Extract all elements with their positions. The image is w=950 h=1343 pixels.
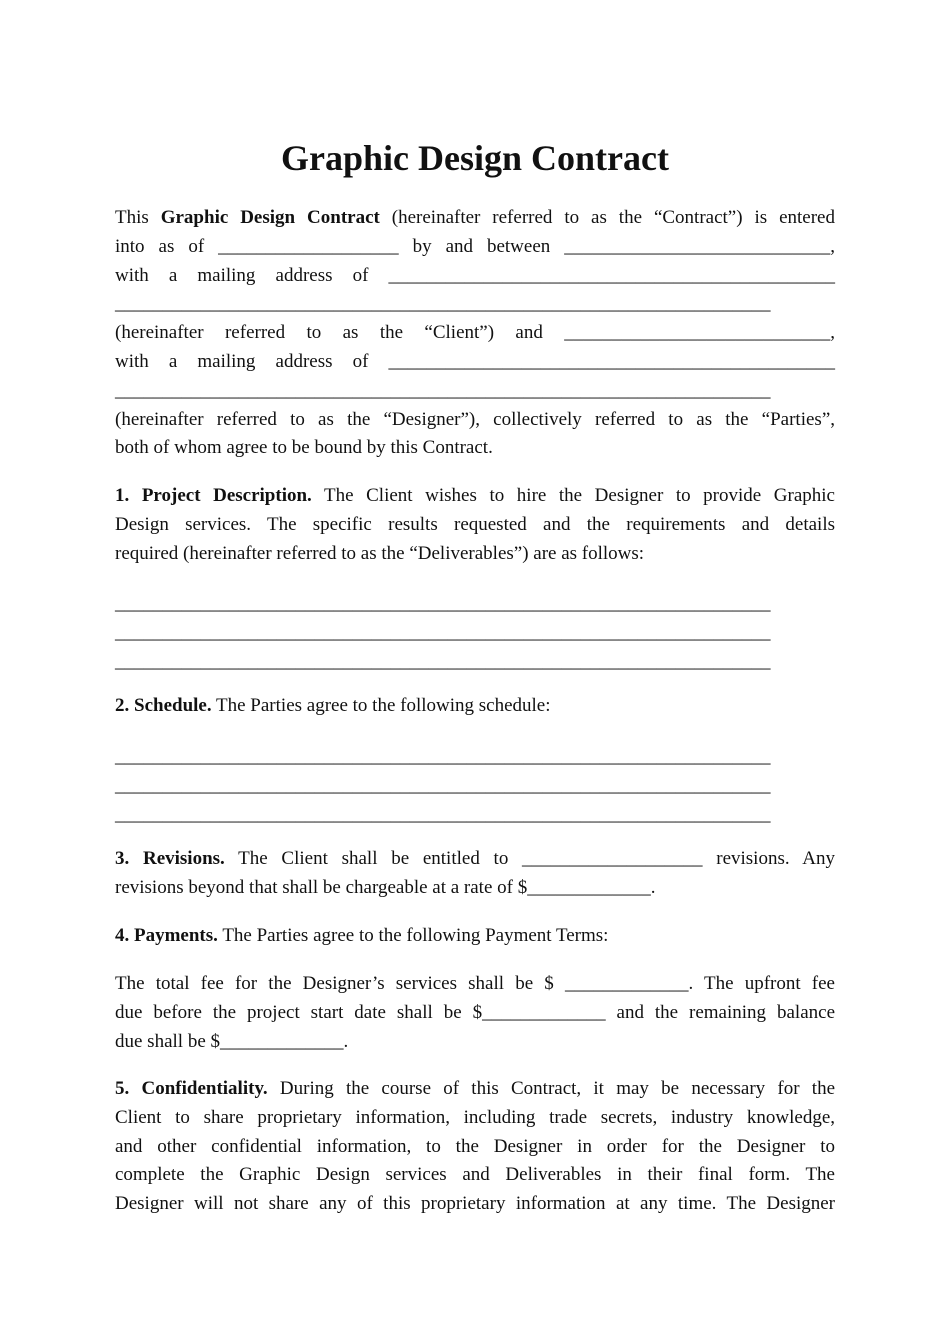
s4-payment-line-2: due before the project start date shall be $_____________ and the remaining balance [115, 1001, 835, 1023]
s1-heading: 1. Project Description. [115, 485, 312, 506]
s5-line-1: 5. Confidentiality. During the course of this Contract, it may be necessary for the [115, 1078, 836, 1099]
s5-line-3: and other confidential information, to the Designer in order for the Designer to [115, 1135, 835, 1157]
s4-payment-line-3: due shall be $_____________. [115, 1030, 349, 1052]
s5-line-2: Client to share proprietary information, including trade secrets, industry knowledge, [115, 1106, 835, 1128]
s2-blank-line-1: _____________________________________________________________________ [115, 746, 771, 767]
s1-line-2: Design services. The specific results requested and the requirements and details [115, 513, 835, 535]
s3-line-1: 3. Revisions. The Client shall be entitled to ___________________ revisions. Any [115, 848, 835, 869]
section-schedule [115, 692, 835, 721]
intro-line-7: _____________________________________________________________________ [115, 379, 771, 401]
s1-line-1: 1. Project Description. The Client wishes to hire the Designer to provide Graphic [115, 485, 835, 506]
s5-heading: 5. Confidentiality. [115, 1078, 268, 1099]
s4-payment-terms [115, 970, 835, 1056]
s2-blank-line-3: _____________________________________________________________________ [115, 803, 771, 825]
s1-blank-line-2: _____________________________________________________________________ [115, 621, 771, 643]
s1-blank-line-3: _____________________________________________________________________ [115, 650, 771, 672]
section-revisions [115, 845, 835, 903]
s1-blank-line-1: _____________________________________________________________________ [115, 593, 771, 614]
section-project-description [115, 482, 835, 568]
s1-deliverables-blanks [115, 590, 835, 676]
s2-schedule-blanks [115, 743, 835, 829]
s5-line-4: complete the Graphic Design services and Deliverables in their final form. The [115, 1164, 835, 1186]
intro-line-4: _____________________________________________________________________ [115, 293, 771, 315]
s1-line-3: required (hereinafter referred to as the “Deliverables”) are as follows: [115, 542, 645, 564]
intro-line-1: This Graphic Design Contract (hereinafter referred to as the “Contract”) is entered [115, 207, 835, 228]
s5-line-5: Designer will not share any of this proprietary information at any time. The Designer [115, 1193, 835, 1215]
s2-line-1: 2. Schedule. The Parties agree to the following schedule: [115, 695, 551, 716]
s4-heading: 4. Payments. [115, 925, 218, 946]
s2-blank-line-2: _____________________________________________________________________ [115, 774, 771, 796]
intro-line-3: with a mailing address of _______________________________________________ [115, 264, 835, 286]
intro-line-5: (hereinafter referred to as the “Client”) and ____________________________, [115, 322, 835, 344]
intro-line-9: both of whom agree to be bound by this Contract. [115, 437, 493, 459]
s2-heading: 2. Schedule. [115, 695, 212, 716]
intro-line-2: into as of ___________________ by and between ____________________________, [115, 235, 835, 257]
intro-paragraph [115, 204, 835, 463]
intro-line-8: (hereinafter referred to as the “Designer”), collectively referred to as the “Parties”, [115, 408, 835, 430]
s4-line-1: 4. Payments. The Parties agree to the following Payment Terms: [115, 925, 609, 946]
s4-payment-line-1: The total fee for the Designer’s services shall be $ _____________. The upfront fee [115, 973, 835, 994]
section-confidentiality [115, 1075, 835, 1219]
s3-line-2: revisions beyond that shall be chargeable at a rate of $_____________. [115, 876, 656, 898]
section-payments [115, 922, 835, 951]
s3-heading: 3. Revisions. [115, 848, 225, 869]
contract-name-bold: Graphic Design Contract [160, 207, 380, 228]
intro-line-6: with a mailing address of _______________________________________________ [115, 350, 835, 372]
document-title: Graphic Design Contract [281, 138, 669, 178]
